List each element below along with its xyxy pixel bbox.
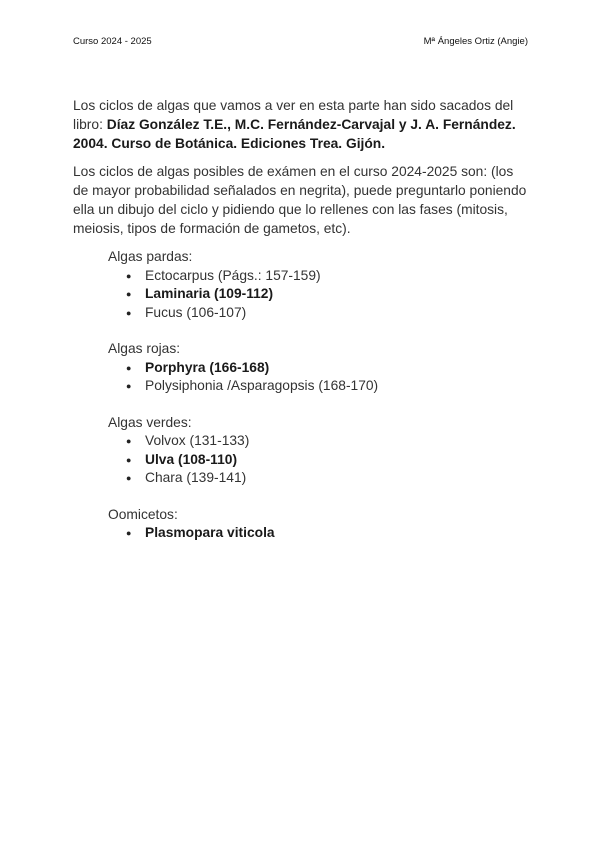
list-item: ● Plasmopara viticola xyxy=(108,524,531,543)
list-item: ● Ectocarpus (Págs.: 157-159) xyxy=(108,267,531,286)
book-reference: Díaz González T.E., M.C. Fernández-Carvajal y J. A. Fernández. 2004. Curso de Botánica. Ediciones Trea. Gijón. xyxy=(73,117,516,151)
exam-paragraph: Los ciclos de algas posibles de exámen en el curso 2024-2025 son: (los de mayor probabilidad señalados en negrita), puede preguntarlo poniendo ella un dibujo del ciclo y pidiendo que lo rellenes con las fases (mitosis, meiosis, tipos de formación de gametos, etc). xyxy=(73,164,527,236)
list-item: ● Ulva (108-110) xyxy=(108,451,531,470)
page-header xyxy=(73,36,528,50)
algae-list xyxy=(108,267,531,323)
group-title: Algas verdes: xyxy=(108,414,192,430)
document-body xyxy=(73,96,531,543)
group-title: Algas pardas: xyxy=(108,249,193,264)
group-title: Algas rojas: xyxy=(108,341,181,356)
intro-text: Los ciclos de algas que vamos a ver en esta parte han sido sacados del libro: xyxy=(73,98,514,132)
group-algas-pardas xyxy=(108,248,531,322)
algae-list xyxy=(108,359,531,396)
list-item: ● Chara (139-141) xyxy=(108,469,531,488)
list-item: ● Laminaria (109-112) xyxy=(108,285,531,304)
list-item: ● Fucus (106-107) xyxy=(108,304,531,323)
group-title: Oomicetos: xyxy=(108,506,178,522)
group-algas-verdes xyxy=(108,414,531,488)
course-year: Curso 2024 - 2025 xyxy=(73,36,152,47)
intro-paragraph xyxy=(73,96,531,153)
list-item: ● Volvox (131-133) xyxy=(108,432,531,451)
list-item: ● Polysiphonia /Asparagopsis (168-170) xyxy=(108,377,531,396)
group-algas-rojas xyxy=(108,340,531,396)
list-item: ● Porphyra (166-168) xyxy=(108,359,531,378)
algae-list xyxy=(108,524,531,543)
algae-list xyxy=(108,432,531,488)
group-oomicetos xyxy=(108,506,531,543)
author-name: Mª Ángeles Ortiz (Angie) xyxy=(423,36,528,47)
